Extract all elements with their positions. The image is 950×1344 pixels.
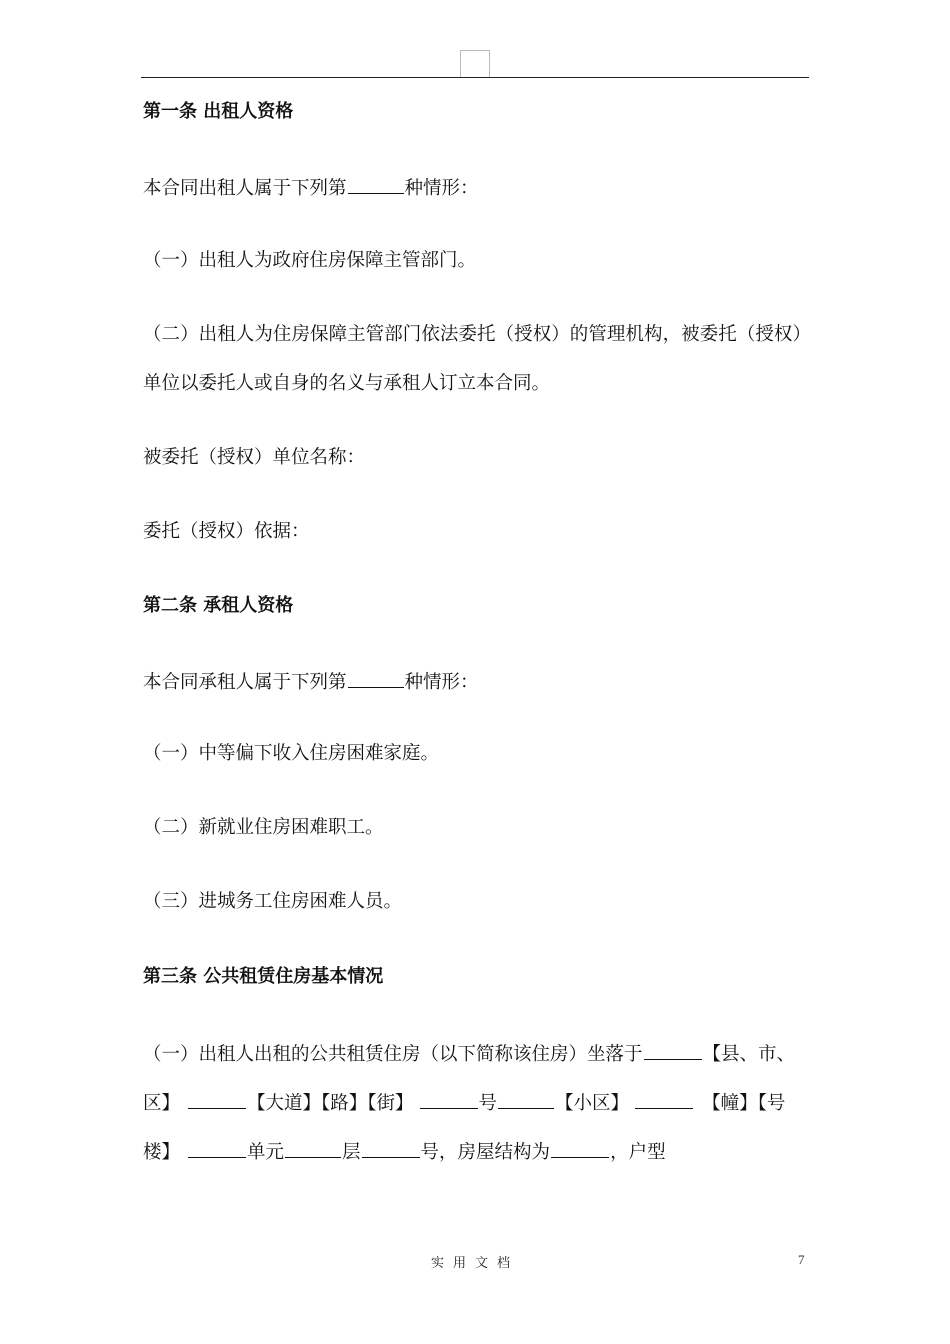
floor-label: 楼】 (143, 1142, 181, 1163)
structure-blank[interactable] (551, 1138, 609, 1158)
district-label: 区】 (143, 1093, 181, 1114)
layout-label: ，户型 (610, 1142, 666, 1163)
entrusted-unit-name-label: 被委托（授权）单位名称： (143, 447, 366, 468)
page-number: 7 (798, 1252, 805, 1267)
street-label: 【大道】【路】【街】 (247, 1093, 414, 1114)
street-blank[interactable] (188, 1089, 246, 1109)
article1-option1: （一）出租人为政府住房保障主管部门。 (143, 250, 477, 271)
article1-heading: 第一条 出租人资格 (143, 101, 294, 122)
room-blank[interactable] (362, 1138, 420, 1158)
building-label: 【幢】【号 (702, 1093, 786, 1114)
article3-heading: 第三条 公共租赁住房基本情况 (143, 966, 384, 987)
article2-type-pre: 本合同承租人属于下列第 (143, 672, 347, 693)
structure-label: 号，房屋结构为 (420, 1142, 551, 1163)
article3-location-text: （一）出租人出租的公共租赁住房（以下简称该住房）坐落于 (143, 1044, 643, 1065)
unit-blank[interactable] (188, 1138, 246, 1158)
storey-blank[interactable] (285, 1138, 341, 1158)
article3-line2 (143, 1089, 785, 1116)
article2-type-line (143, 668, 479, 695)
article2-type-blank[interactable] (348, 668, 404, 688)
article3-line1 (143, 1040, 795, 1067)
storey-label: 层 (342, 1142, 361, 1163)
community-blank[interactable] (498, 1089, 554, 1109)
article1-option2-line1: （二）出租人为住房保障主管部门依法委托（授权）的管理机构，被委托（授权） (143, 324, 811, 345)
article1-type-blank[interactable] (348, 174, 404, 194)
article1-type-line (143, 174, 479, 201)
entrust-basis-label: 委托（授权）依据： (143, 521, 310, 542)
unit-label: 单元 (247, 1142, 285, 1163)
article2-heading: 第二条 承租人资格 (143, 595, 294, 616)
article2-option2: （二）新就业住房困难职工。 (143, 817, 384, 838)
county-blank[interactable] (644, 1040, 702, 1060)
county-label: 【县、市、 (702, 1044, 796, 1065)
article1-type-pre: 本合同出租人属于下列第 (143, 178, 347, 199)
article1-option2-line2: 单位以委托人或自身的名义与承租人订立本合同。 (143, 373, 551, 394)
header-box (460, 50, 490, 78)
header-rule (141, 77, 809, 78)
community-label: 【小区】 (555, 1093, 630, 1114)
article2-option1: （一）中等偏下收入住房困难家庭。 (143, 743, 440, 764)
article2-option3: （三）进城务工住房困难人员。 (143, 891, 403, 912)
article1-type-post: 种情形： (404, 178, 479, 199)
number-label: 号 (478, 1093, 498, 1114)
article2-type-post: 种情形： (404, 672, 479, 693)
number-blank[interactable] (420, 1089, 478, 1109)
article3-line3 (143, 1138, 666, 1165)
footer-label: 实用文档 (430, 1256, 519, 1271)
building-blank[interactable] (635, 1089, 693, 1109)
